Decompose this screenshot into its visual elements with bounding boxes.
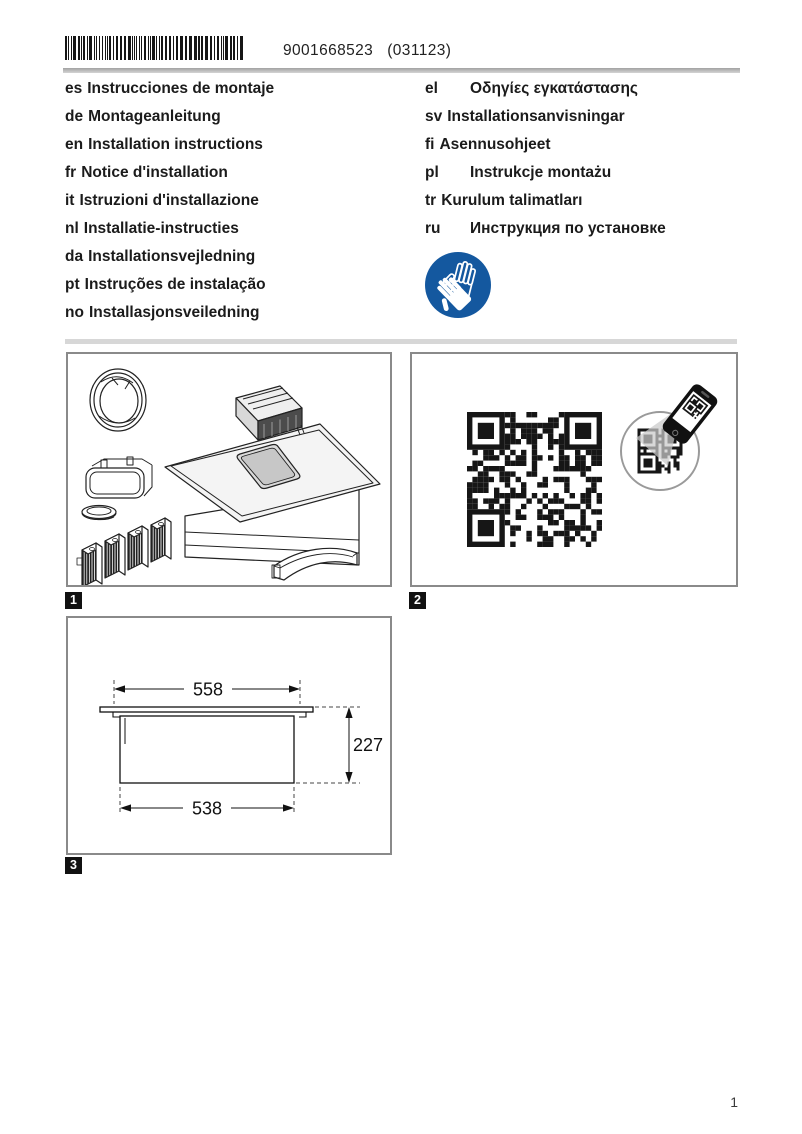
language-code: el bbox=[425, 80, 438, 97]
language-label: Asennusohjeet bbox=[439, 136, 551, 153]
dimension-bottom-width bbox=[120, 787, 294, 819]
language-row-it bbox=[65, 192, 410, 220]
language-row-nl bbox=[65, 220, 410, 248]
hob-drawing bbox=[165, 424, 380, 565]
qr-code bbox=[467, 412, 602, 547]
language-label: Montageanleitung bbox=[88, 108, 221, 125]
language-row-tr bbox=[425, 192, 745, 220]
seal-ring bbox=[82, 506, 116, 520]
language-label: Kurulum talimatları bbox=[441, 192, 583, 209]
language-code: pt bbox=[65, 276, 80, 293]
duct-adapter bbox=[86, 457, 152, 498]
language-code: es bbox=[65, 80, 83, 97]
language-row-pl bbox=[425, 164, 745, 192]
language-row-ru bbox=[425, 220, 745, 248]
figure-dimensions bbox=[66, 616, 392, 855]
language-code: nl bbox=[65, 220, 79, 237]
language-code: da bbox=[65, 248, 84, 265]
hose-coil bbox=[90, 369, 146, 431]
language-label: Installationsanvisningar bbox=[447, 108, 625, 125]
language-label: Οδηγίες εγκατάστασης bbox=[470, 80, 638, 97]
language-label: Installation instructions bbox=[88, 136, 263, 153]
language-code: fr bbox=[65, 164, 77, 181]
language-label: Installationsvejledning bbox=[88, 248, 256, 265]
language-code: pl bbox=[425, 164, 439, 181]
section-divider bbox=[65, 339, 737, 344]
language-label: Instrukcje montażu bbox=[470, 164, 612, 181]
language-code: en bbox=[65, 136, 84, 153]
language-row-no bbox=[65, 304, 410, 332]
figure-badge-1: 1 bbox=[65, 592, 82, 609]
svg-text:227: 227 bbox=[353, 735, 384, 755]
worktop-plate bbox=[100, 707, 313, 712]
language-code: fi bbox=[425, 136, 435, 153]
language-row-fr bbox=[65, 164, 410, 192]
language-label: Istruzioni d'installazione bbox=[79, 192, 259, 209]
language-row-sv bbox=[425, 108, 745, 136]
language-row-fi bbox=[425, 136, 745, 164]
language-label: Installatie-instructies bbox=[83, 220, 239, 237]
document-number: 9001668523 bbox=[283, 42, 374, 59]
language-row-da bbox=[65, 248, 410, 276]
barcode-icon bbox=[65, 36, 247, 62]
appliance-body bbox=[120, 716, 294, 783]
svg-text:538: 538 bbox=[191, 798, 223, 819]
language-code: sv bbox=[425, 108, 443, 125]
language-row-el bbox=[425, 80, 745, 108]
page-number: 1 bbox=[730, 1094, 738, 1110]
figure-qr-code bbox=[410, 352, 738, 587]
language-label: Instrucciones de montaje bbox=[87, 80, 275, 97]
svg-text:558: 558 bbox=[192, 679, 224, 700]
language-label: Instruções de instalação bbox=[84, 276, 266, 293]
filter-blocks bbox=[77, 518, 171, 585]
dimension-depth bbox=[296, 707, 383, 783]
header-divider bbox=[63, 68, 740, 73]
language-list-left bbox=[65, 80, 410, 332]
language-label: Installasjonsveiledning bbox=[88, 304, 260, 321]
figure-badge-2: 2 bbox=[409, 592, 426, 609]
language-code: no bbox=[65, 304, 84, 321]
print-code: (031123) bbox=[387, 42, 452, 59]
figure-parts-overview bbox=[66, 352, 392, 587]
language-row-es bbox=[65, 80, 410, 108]
language-code: de bbox=[65, 108, 84, 125]
language-row-en bbox=[65, 136, 410, 164]
figure-badge-3: 3 bbox=[65, 857, 82, 874]
language-row-pt bbox=[65, 276, 410, 304]
language-list-right bbox=[425, 80, 745, 248]
dimension-top-width bbox=[114, 680, 300, 705]
part-number bbox=[283, 42, 451, 60]
language-row-de bbox=[65, 108, 410, 136]
wear-protective-gloves-icon bbox=[424, 251, 492, 319]
language-code: ru bbox=[425, 220, 441, 237]
language-code: tr bbox=[425, 192, 437, 209]
language-label: Notice d'installation bbox=[81, 164, 228, 181]
language-label: Инструкция по установке bbox=[470, 220, 666, 237]
language-code: it bbox=[65, 192, 75, 209]
